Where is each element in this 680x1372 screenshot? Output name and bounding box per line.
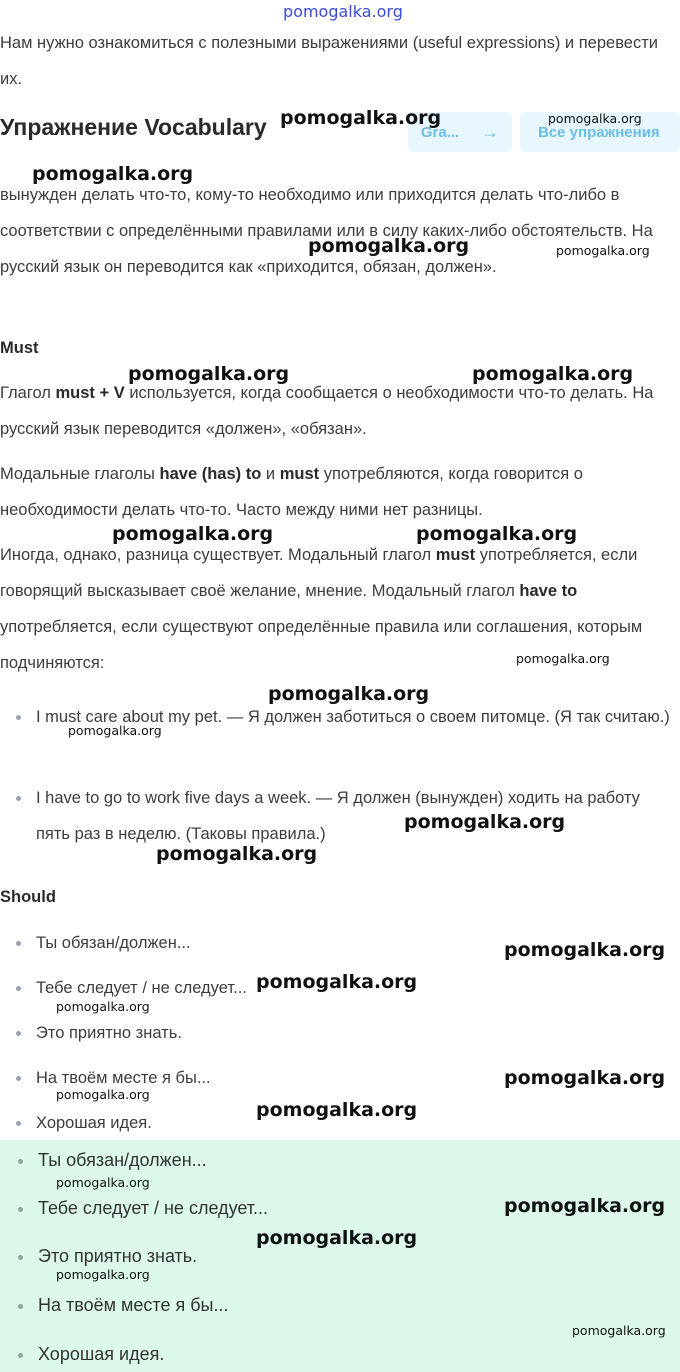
page-title: Упражнение Vocabulary <box>0 114 267 140</box>
answer-item: Хорошая идея. <box>38 1344 165 1364</box>
watermark: pomogalka.org <box>156 843 318 865</box>
watermark: pomogalka.org <box>404 811 566 833</box>
top-watermark: pomogalka.org <box>283 2 403 21</box>
must-heading: Must <box>0 339 39 357</box>
watermark: pomogalka.org <box>256 1099 418 1121</box>
watermark: pomogalka.org <box>268 683 430 705</box>
list-bullet <box>18 1207 23 1212</box>
modal-paragraph: Модальные глаголы have (has) to и must употребляются, когда говорится о необходимости делать что-то. Часто между ними нет разницы. <box>0 465 583 519</box>
list-bullet <box>16 941 21 946</box>
watermark: pomogalka.org <box>256 1227 418 1249</box>
watermark: pomogalka.org <box>68 723 162 738</box>
list-item: Ты обязан/должен... <box>36 934 191 952</box>
list-item: Хорошая идея. <box>36 1114 152 1132</box>
watermark: pomogalka.org <box>548 111 642 126</box>
should-heading: Should <box>0 888 56 906</box>
have-to-description: вынужден делать что-то, кому-то необходимо или приходится делать что-либо в соответствии с определёнными правилами или в силу каких-либо обстоятельств. На русский язык он переводится как «приходится, обязан, должен». <box>0 186 653 276</box>
list-item: I have to go to work five days a week. — Я должен (вынужден) ходить на работу пять раз в неделю. (Таковы правила.) <box>36 789 640 843</box>
answer-item: На твоём месте я бы... <box>38 1295 229 1315</box>
list-item: Это приятно знать. <box>36 1024 182 1042</box>
list-bullet <box>16 986 21 991</box>
watermark: pomogalka.org <box>572 1323 666 1338</box>
watermark: pomogalka.org <box>112 523 274 545</box>
prev-exercise-label: Gra... <box>420 123 460 141</box>
answer-item: Ты обязан/должен... <box>38 1150 207 1170</box>
watermark: pomogalka.org <box>256 971 418 993</box>
list-bullet <box>16 715 21 720</box>
watermark: pomogalka.org <box>32 163 194 185</box>
list-bullet <box>18 1304 23 1309</box>
arrow-right-icon: → <box>481 121 500 142</box>
list-item: Тебе следует / не следует... <box>36 979 247 997</box>
list-item: На твоём месте я бы... <box>36 1069 211 1087</box>
watermark: pomogalka.org <box>56 1087 150 1102</box>
watermark: pomogalka.org <box>280 107 442 129</box>
must-paragraph: Глагол must + V используется, когда сообщается о необходимости что-то делать. На русский язык переводится «должен», «обязан». <box>0 384 654 438</box>
list-bullet <box>16 1031 21 1036</box>
all-exercises-label: Все упражнения <box>538 123 660 141</box>
difference-paragraph: Иногда, однако, разница существует. Модальный глагол must употребляется, если говорящий высказывает своё желание, мнение. Модальный глагол have to употребляется, если существуют определённые правила или соглашения, которым подчиняются: <box>0 546 643 672</box>
list-bullet <box>18 1353 23 1358</box>
watermark: pomogalka.org <box>56 1267 150 1282</box>
list-bullet <box>18 1159 23 1164</box>
watermark: pomogalka.org <box>308 235 470 257</box>
list-bullet <box>16 1121 21 1126</box>
watermark: pomogalka.org <box>56 1175 150 1190</box>
watermark: pomogalka.org <box>504 1067 666 1089</box>
watermark: pomogalka.org <box>516 651 610 666</box>
list-bullet <box>18 1255 23 1260</box>
intro-paragraph: Нам нужно ознакомиться с полезными выражениями (useful expressions) и перевести их. <box>0 34 658 88</box>
watermark: pomogalka.org <box>416 523 578 545</box>
watermark: pomogalka.org <box>504 939 666 961</box>
watermark: pomogalka.org <box>504 1195 666 1217</box>
list-bullet <box>16 796 21 801</box>
answer-item: Тебе следует / не следует... <box>38 1198 269 1218</box>
watermark: pomogalka.org <box>556 243 650 258</box>
list-bullet <box>16 1076 21 1081</box>
watermark: pomogalka.org <box>472 363 634 385</box>
watermark: pomogalka.org <box>56 999 150 1014</box>
answer-item: Это приятно знать. <box>38 1246 198 1266</box>
watermark: pomogalka.org <box>128 363 290 385</box>
list-item: I must care about my pet. — Я должен заботиться о своем питомце. (Я так считаю.) <box>36 708 670 726</box>
